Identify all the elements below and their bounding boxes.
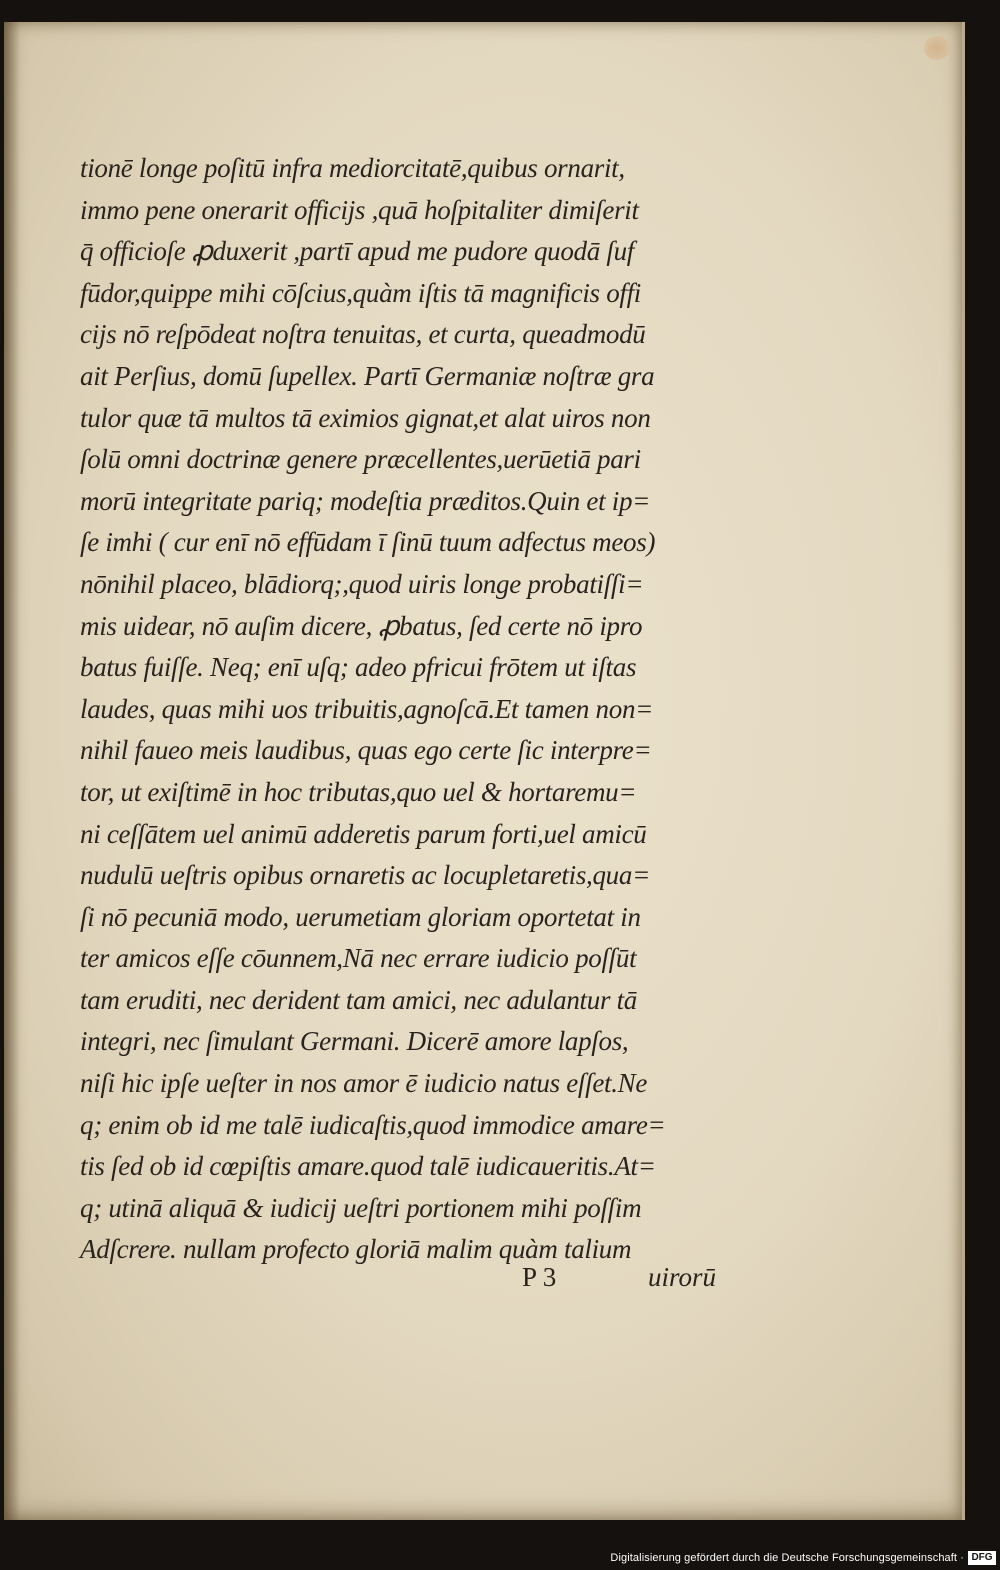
text-line: nihil faueo meis laudibus, quas ego certe ſic interpre= xyxy=(80,735,652,766)
text-line: ni ceſſātem uel animū adderetis parum forti,uel amicū xyxy=(80,818,647,849)
text-line: tionē longe poſitū infra mediorcitatē,quibus ornarit, xyxy=(80,153,625,183)
text-line: mis uidear, nō auſim dicere, ꝓbatus, ſed certe nō ipro xyxy=(80,610,643,641)
signature-mark: P 3 xyxy=(522,1262,557,1292)
page-gutter-shadow xyxy=(4,22,20,1520)
text-line: niſi hic ipſe ueſter in nos amor ē iudicio natus eſſet.Ne xyxy=(80,1068,648,1099)
catchword: uirorū xyxy=(648,1262,717,1292)
text-line: q; enim ob id me talē iudicaſtis,quod immodice amare= xyxy=(80,1109,666,1140)
text-line: morū integritate pariq; modeſtia præditos.Quin et ip= xyxy=(80,485,651,516)
text-line: fūdor,quippe mihi cōſcius,quàm iſtis tā magnificis offi xyxy=(80,277,641,308)
text-line: tulor quæ tā multos tā eximios gignat,et alat uiros non xyxy=(80,402,651,433)
text-line: immo pene onerarit officijs ,quā hoſpitaliter dimiſerit xyxy=(80,194,639,225)
dfg-logo-icon: DFG xyxy=(968,1551,996,1565)
page-text-block xyxy=(80,148,740,1271)
text-line: Adſcrere. nullam profecto gloriā malim quàm talium xyxy=(80,1234,632,1265)
text-line: laudes, quas mihi uos tribuitis,agnoſcā.Et tamen non= xyxy=(80,693,654,724)
text-line: nudulū ueſtris opibus ornaretis ac locupletaretis,qua= xyxy=(80,860,650,891)
text-line: cijs nō reſpōdeat noſtra tenuitas, et curta, queadmodū xyxy=(80,319,646,350)
paper-stain xyxy=(924,36,950,60)
text-line: batus fuiſſe. Neq; enī uſq; adeo pfricui frōtem ut iſtas xyxy=(80,652,637,683)
text-line: nōnihil placeo, blādiorq;,quod uiris longe probatiſſi= xyxy=(80,568,644,599)
text-line: ſolū omni doctrinæ genere præcellentes,uerūetiā pari xyxy=(80,444,641,475)
text-line: q̄ officioſe ꝓduxerit ,partī apud me pudore quodā ſuf xyxy=(80,236,634,267)
text-line: tor, ut exiſtimē in hoc tributas,quo uel & hortaremu= xyxy=(80,776,637,807)
text-line: q; utinā aliquā & iudicij ueſtri portionem mihi poſſim xyxy=(80,1192,642,1223)
text-line: tam eruditi, nec derident tam amici, nec adulantur tā xyxy=(80,984,638,1015)
digitization-footer xyxy=(0,1548,1000,1570)
text-line: ſi nō pecuniā modo, uerumetiam gloriam oportetat in xyxy=(80,901,641,932)
text-line: ait Perſius, domū ſupellex. Partī Germaniæ noſtræ gra xyxy=(80,360,655,391)
text-line: ter amicos eſſe cōunnem,Nā nec errare iudicio poſſūt xyxy=(80,943,637,974)
funding-credit: Digitalisierung gefördert durch die Deutsche Forschungsgemeinschaft · xyxy=(610,1552,964,1564)
text-line: ſe imhi ( cur enī nō effūdam ī ſinū tuum adfectus meos) xyxy=(80,527,656,558)
page-foot xyxy=(80,1262,740,1302)
text-line: tis ſed ob id cœpiſtis amare.quod talē iudicaueritis.At= xyxy=(80,1151,656,1182)
text-line: integri, nec ſimulant Germani. Dicerē amore lapſos, xyxy=(80,1026,629,1057)
